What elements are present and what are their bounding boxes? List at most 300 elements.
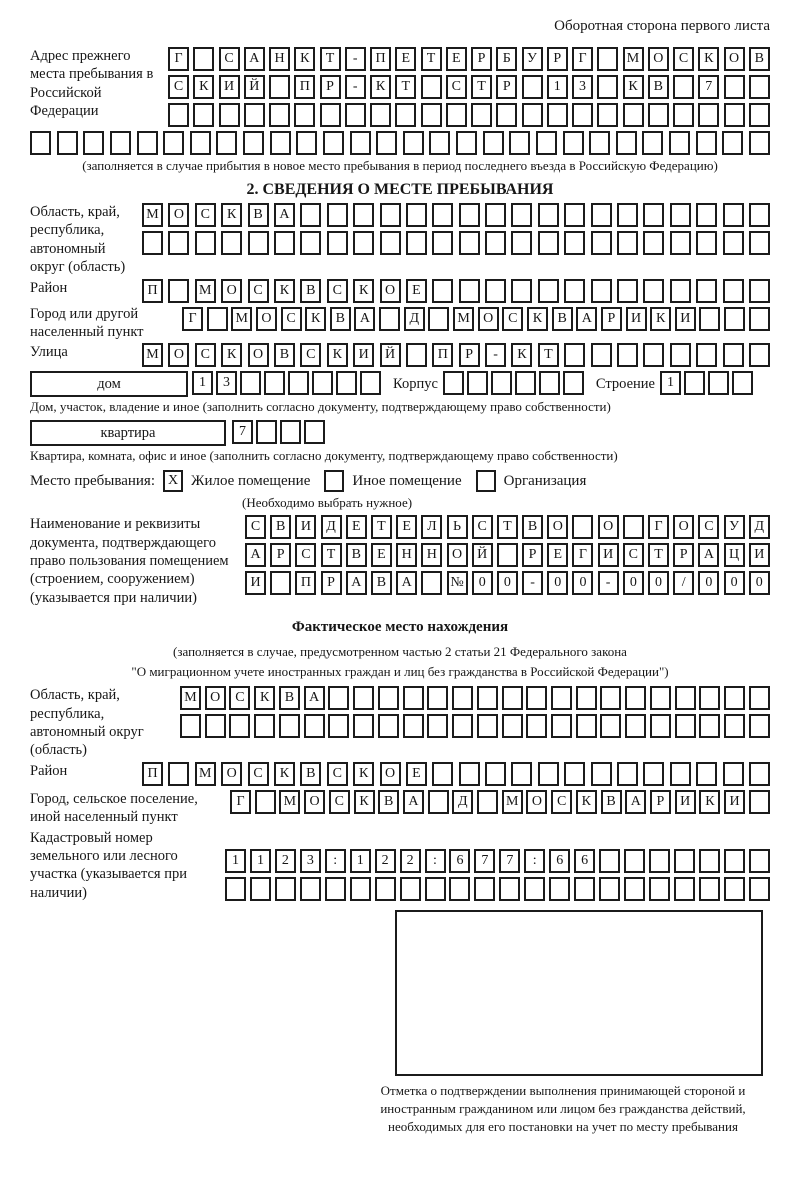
char-box[interactable]: 0: [472, 571, 493, 595]
char-box[interactable]: [538, 762, 559, 786]
char-box[interactable]: М: [195, 279, 216, 303]
char-box[interactable]: [684, 371, 705, 395]
char-box[interactable]: С: [295, 543, 316, 567]
char-box[interactable]: [400, 877, 421, 901]
char-box[interactable]: У: [724, 515, 745, 539]
char-box[interactable]: [244, 103, 265, 127]
char-box[interactable]: [432, 203, 453, 227]
char-box[interactable]: В: [346, 543, 367, 567]
char-box[interactable]: Н: [396, 543, 417, 567]
char-box[interactable]: И: [724, 790, 745, 814]
char-box[interactable]: А: [576, 307, 597, 331]
char-box[interactable]: [551, 714, 572, 738]
char-box[interactable]: С: [329, 790, 350, 814]
char-box[interactable]: [696, 203, 717, 227]
char-box[interactable]: А: [274, 203, 295, 227]
char-box[interactable]: [749, 103, 770, 127]
char-box[interactable]: [576, 714, 597, 738]
char-box[interactable]: О: [380, 762, 401, 786]
char-box[interactable]: О: [648, 47, 669, 71]
char-box[interactable]: [722, 131, 743, 155]
char-box[interactable]: [624, 849, 645, 873]
char-box[interactable]: С: [248, 279, 269, 303]
char-box[interactable]: И: [749, 543, 770, 567]
char-box[interactable]: [539, 371, 560, 395]
char-box[interactable]: Т: [321, 543, 342, 567]
char-box[interactable]: [312, 371, 333, 395]
char-box[interactable]: О: [248, 343, 269, 367]
char-box[interactable]: 7: [232, 420, 253, 444]
char-box[interactable]: Р: [270, 543, 291, 567]
char-box[interactable]: Р: [471, 47, 492, 71]
char-box[interactable]: :: [425, 849, 446, 873]
char-box[interactable]: [696, 343, 717, 367]
char-box[interactable]: 3: [300, 849, 321, 873]
char-box[interactable]: Р: [321, 571, 342, 595]
char-box[interactable]: [511, 231, 532, 255]
char-box[interactable]: 6: [449, 849, 470, 873]
char-box[interactable]: О: [447, 543, 468, 567]
char-box[interactable]: [564, 203, 585, 227]
char-box[interactable]: Т: [320, 47, 341, 71]
char-box[interactable]: [572, 103, 593, 127]
char-box[interactable]: [673, 103, 694, 127]
char-box[interactable]: 3: [216, 371, 237, 395]
char-box[interactable]: [459, 279, 480, 303]
char-box[interactable]: Е: [346, 515, 367, 539]
char-box[interactable]: И: [295, 515, 316, 539]
char-box[interactable]: О: [547, 515, 568, 539]
char-box[interactable]: [749, 131, 770, 155]
char-box[interactable]: [83, 131, 104, 155]
char-box[interactable]: [674, 877, 695, 901]
char-box[interactable]: [600, 686, 621, 710]
char-box[interactable]: [195, 231, 216, 255]
char-box[interactable]: [749, 231, 770, 255]
char-box[interactable]: [643, 231, 664, 255]
char-box[interactable]: [168, 279, 189, 303]
char-box[interactable]: [564, 279, 585, 303]
char-box[interactable]: [749, 762, 770, 786]
char-box[interactable]: Н: [421, 543, 442, 567]
char-box[interactable]: [526, 686, 547, 710]
char-box[interactable]: [723, 279, 744, 303]
char-box[interactable]: О: [598, 515, 619, 539]
char-box[interactable]: Р: [650, 790, 671, 814]
char-box[interactable]: 0: [724, 571, 745, 595]
char-box[interactable]: [670, 279, 691, 303]
char-box[interactable]: В: [330, 307, 351, 331]
char-box[interactable]: К: [527, 307, 548, 331]
char-box[interactable]: [599, 849, 620, 873]
char-box[interactable]: Г: [182, 307, 203, 331]
char-box[interactable]: К: [305, 307, 326, 331]
char-box[interactable]: Й: [244, 75, 265, 99]
char-box[interactable]: [696, 231, 717, 255]
char-box[interactable]: 1: [225, 849, 246, 873]
char-box[interactable]: [670, 203, 691, 227]
char-box[interactable]: [724, 877, 745, 901]
char-box[interactable]: -: [522, 571, 543, 595]
char-box[interactable]: Т: [648, 543, 669, 567]
char-box[interactable]: [724, 307, 745, 331]
char-box[interactable]: [443, 371, 464, 395]
char-box[interactable]: К: [221, 343, 242, 367]
char-box[interactable]: [142, 231, 163, 255]
char-box[interactable]: В: [279, 686, 300, 710]
char-box[interactable]: Й: [380, 343, 401, 367]
char-box[interactable]: [375, 877, 396, 901]
char-box[interactable]: [696, 279, 717, 303]
char-box[interactable]: [524, 877, 545, 901]
char-box[interactable]: [380, 231, 401, 255]
char-box[interactable]: В: [274, 343, 295, 367]
char-box[interactable]: [549, 877, 570, 901]
char-box[interactable]: [485, 203, 506, 227]
char-box[interactable]: [254, 714, 275, 738]
char-box[interactable]: [502, 714, 523, 738]
char-box[interactable]: [459, 762, 480, 786]
char-box[interactable]: О: [221, 279, 242, 303]
char-box[interactable]: [205, 714, 226, 738]
char-box[interactable]: [749, 790, 770, 814]
checkbox-other-premises[interactable]: [324, 470, 344, 492]
char-box[interactable]: [724, 714, 745, 738]
char-box[interactable]: Е: [395, 47, 416, 71]
char-box[interactable]: [459, 231, 480, 255]
char-box[interactable]: 0: [572, 571, 593, 595]
char-box[interactable]: 1: [250, 849, 271, 873]
char-box[interactable]: [551, 686, 572, 710]
char-box[interactable]: [617, 203, 638, 227]
char-box[interactable]: А: [244, 47, 265, 71]
char-box[interactable]: [485, 231, 506, 255]
char-box[interactable]: [327, 203, 348, 227]
char-box[interactable]: [229, 714, 250, 738]
char-box[interactable]: [221, 231, 242, 255]
char-box[interactable]: [406, 231, 427, 255]
char-box[interactable]: [421, 103, 442, 127]
char-box[interactable]: 0: [497, 571, 518, 595]
char-box[interactable]: [269, 75, 290, 99]
char-box[interactable]: 1: [547, 75, 568, 99]
char-box[interactable]: [168, 231, 189, 255]
char-box[interactable]: М: [195, 762, 216, 786]
char-box[interactable]: К: [370, 75, 391, 99]
checkbox-organization[interactable]: [476, 470, 496, 492]
char-box[interactable]: [452, 714, 473, 738]
char-box[interactable]: [378, 714, 399, 738]
char-box[interactable]: [616, 131, 637, 155]
char-box[interactable]: [485, 279, 506, 303]
char-box[interactable]: [675, 686, 696, 710]
char-box[interactable]: К: [650, 307, 671, 331]
char-box[interactable]: [515, 371, 536, 395]
char-box[interactable]: -: [598, 571, 619, 595]
char-box[interactable]: [597, 75, 618, 99]
char-box[interactable]: [456, 131, 477, 155]
char-box[interactable]: В: [601, 790, 622, 814]
char-box[interactable]: [724, 849, 745, 873]
char-box[interactable]: С: [195, 203, 216, 227]
char-box[interactable]: [591, 343, 612, 367]
char-box[interactable]: [193, 103, 214, 127]
char-box[interactable]: [499, 877, 520, 901]
char-box[interactable]: [425, 877, 446, 901]
char-box[interactable]: [370, 103, 391, 127]
char-box[interactable]: [477, 714, 498, 738]
char-box[interactable]: [300, 231, 321, 255]
char-box[interactable]: 7: [698, 75, 719, 99]
char-box[interactable]: [597, 47, 618, 71]
char-box[interactable]: [353, 203, 374, 227]
char-box[interactable]: Г: [230, 790, 251, 814]
char-box[interactable]: [491, 371, 512, 395]
char-box[interactable]: [406, 343, 427, 367]
char-box[interactable]: 2: [275, 849, 296, 873]
char-box[interactable]: О: [221, 762, 242, 786]
char-box[interactable]: Р: [547, 47, 568, 71]
char-box[interactable]: П: [432, 343, 453, 367]
char-box[interactable]: [624, 877, 645, 901]
char-box[interactable]: [591, 231, 612, 255]
char-box[interactable]: Н: [269, 47, 290, 71]
char-box[interactable]: [304, 420, 325, 444]
char-box[interactable]: [670, 231, 691, 255]
char-box[interactable]: [432, 279, 453, 303]
char-box[interactable]: [696, 762, 717, 786]
char-box[interactable]: С: [698, 515, 719, 539]
char-box[interactable]: А: [354, 307, 375, 331]
char-box[interactable]: [432, 231, 453, 255]
char-box[interactable]: [280, 420, 301, 444]
char-box[interactable]: П: [294, 75, 315, 99]
char-box[interactable]: К: [623, 75, 644, 99]
char-box[interactable]: [724, 75, 745, 99]
char-box[interactable]: [110, 131, 131, 155]
char-box[interactable]: А: [403, 790, 424, 814]
char-box[interactable]: [749, 343, 770, 367]
char-box[interactable]: С: [219, 47, 240, 71]
char-box[interactable]: 6: [549, 849, 570, 873]
char-box[interactable]: №: [447, 571, 468, 595]
char-box[interactable]: О: [256, 307, 277, 331]
char-box[interactable]: И: [675, 307, 696, 331]
char-box[interactable]: [749, 307, 770, 331]
char-box[interactable]: П: [142, 279, 163, 303]
char-box[interactable]: [403, 131, 424, 155]
char-box[interactable]: [467, 371, 488, 395]
checkbox-residential[interactable]: X: [163, 470, 183, 492]
char-box[interactable]: [477, 686, 498, 710]
char-box[interactable]: [732, 371, 753, 395]
char-box[interactable]: Ь: [447, 515, 468, 539]
char-box[interactable]: Р: [601, 307, 622, 331]
char-box[interactable]: О: [478, 307, 499, 331]
char-box[interactable]: С: [168, 75, 189, 99]
char-box[interactable]: [625, 686, 646, 710]
char-box[interactable]: [511, 279, 532, 303]
char-box[interactable]: [538, 231, 559, 255]
char-box[interactable]: Т: [371, 515, 392, 539]
char-box[interactable]: 6: [574, 849, 595, 873]
char-box[interactable]: М: [142, 203, 163, 227]
char-box[interactable]: К: [294, 47, 315, 71]
char-box[interactable]: К: [699, 790, 720, 814]
char-box[interactable]: М: [279, 790, 300, 814]
char-box[interactable]: Е: [406, 279, 427, 303]
char-box[interactable]: [193, 47, 214, 71]
char-box[interactable]: [547, 103, 568, 127]
char-box[interactable]: К: [511, 343, 532, 367]
char-box[interactable]: [256, 420, 277, 444]
char-box[interactable]: [699, 307, 720, 331]
char-box[interactable]: О: [205, 686, 226, 710]
char-box[interactable]: [395, 103, 416, 127]
char-box[interactable]: [522, 103, 543, 127]
char-box[interactable]: [617, 279, 638, 303]
char-box[interactable]: [623, 515, 644, 539]
char-box[interactable]: С: [281, 307, 302, 331]
char-box[interactable]: [477, 790, 498, 814]
char-box[interactable]: [471, 103, 492, 127]
char-box[interactable]: К: [221, 203, 242, 227]
char-box[interactable]: М: [623, 47, 644, 71]
char-box[interactable]: М: [231, 307, 252, 331]
char-box[interactable]: С: [446, 75, 467, 99]
char-box[interactable]: И: [353, 343, 374, 367]
char-box[interactable]: [509, 131, 530, 155]
char-box[interactable]: [591, 279, 612, 303]
char-box[interactable]: 0: [547, 571, 568, 595]
char-box[interactable]: [250, 877, 271, 901]
char-box[interactable]: [328, 714, 349, 738]
char-box[interactable]: М: [502, 790, 523, 814]
char-box[interactable]: В: [371, 571, 392, 595]
char-box[interactable]: С: [195, 343, 216, 367]
char-box[interactable]: [723, 231, 744, 255]
char-box[interactable]: [207, 307, 228, 331]
char-box[interactable]: [421, 75, 442, 99]
char-box[interactable]: [625, 714, 646, 738]
char-box[interactable]: [304, 714, 325, 738]
char-box[interactable]: [643, 343, 664, 367]
char-box[interactable]: [650, 714, 671, 738]
char-box[interactable]: [669, 131, 690, 155]
char-box[interactable]: [589, 131, 610, 155]
char-box[interactable]: [403, 714, 424, 738]
char-box[interactable]: [699, 714, 720, 738]
char-box[interactable]: А: [396, 571, 417, 595]
char-box[interactable]: С: [472, 515, 493, 539]
char-box[interactable]: К: [193, 75, 214, 99]
char-box[interactable]: [360, 371, 381, 395]
char-box[interactable]: В: [749, 47, 770, 71]
char-box[interactable]: [427, 686, 448, 710]
char-box[interactable]: И: [598, 543, 619, 567]
char-box[interactable]: [323, 131, 344, 155]
char-box[interactable]: [403, 686, 424, 710]
char-box[interactable]: [749, 877, 770, 901]
char-box[interactable]: В: [300, 279, 321, 303]
char-box[interactable]: [749, 75, 770, 99]
char-box[interactable]: [446, 103, 467, 127]
char-box[interactable]: [427, 714, 448, 738]
char-box[interactable]: К: [353, 279, 374, 303]
char-box[interactable]: [57, 131, 78, 155]
char-box[interactable]: Д: [452, 790, 473, 814]
char-box[interactable]: В: [300, 762, 321, 786]
char-box[interactable]: [698, 103, 719, 127]
char-box[interactable]: [564, 343, 585, 367]
char-box[interactable]: [180, 714, 201, 738]
char-box[interactable]: [670, 343, 691, 367]
char-box[interactable]: Р: [459, 343, 480, 367]
char-box[interactable]: 2: [375, 849, 396, 873]
char-box[interactable]: Г: [572, 543, 593, 567]
char-box[interactable]: [380, 203, 401, 227]
char-box[interactable]: [497, 543, 518, 567]
char-box[interactable]: [649, 849, 670, 873]
char-box[interactable]: [576, 686, 597, 710]
char-box[interactable]: [328, 686, 349, 710]
char-box[interactable]: [617, 231, 638, 255]
char-box[interactable]: [724, 103, 745, 127]
char-box[interactable]: [502, 686, 523, 710]
char-box[interactable]: Е: [371, 543, 392, 567]
char-box[interactable]: [243, 131, 264, 155]
char-box[interactable]: [288, 371, 309, 395]
char-box[interactable]: 0: [623, 571, 644, 595]
char-box[interactable]: О: [304, 790, 325, 814]
char-box[interactable]: [432, 762, 453, 786]
char-box[interactable]: О: [673, 515, 694, 539]
char-box[interactable]: У: [522, 47, 543, 71]
char-box[interactable]: 2: [400, 849, 421, 873]
char-box[interactable]: Е: [547, 543, 568, 567]
char-box[interactable]: [574, 877, 595, 901]
char-box[interactable]: [675, 714, 696, 738]
char-box[interactable]: [511, 762, 532, 786]
char-box[interactable]: [294, 103, 315, 127]
char-box[interactable]: [564, 231, 585, 255]
char-box[interactable]: [325, 877, 346, 901]
char-box[interactable]: [699, 877, 720, 901]
char-box[interactable]: Г: [648, 515, 669, 539]
char-box[interactable]: К: [274, 762, 295, 786]
char-box[interactable]: Р: [522, 543, 543, 567]
char-box[interactable]: /: [673, 571, 694, 595]
char-box[interactable]: Е: [406, 762, 427, 786]
char-box[interactable]: Ц: [724, 543, 745, 567]
char-box[interactable]: К: [698, 47, 719, 71]
char-box[interactable]: [591, 762, 612, 786]
char-box[interactable]: [536, 131, 557, 155]
char-box[interactable]: [270, 131, 291, 155]
char-box[interactable]: [190, 131, 211, 155]
char-box[interactable]: [421, 571, 442, 595]
char-box[interactable]: Т: [497, 515, 518, 539]
char-box[interactable]: [353, 686, 374, 710]
char-box[interactable]: [591, 203, 612, 227]
char-box[interactable]: С: [248, 762, 269, 786]
char-box[interactable]: [269, 103, 290, 127]
char-box[interactable]: Р: [320, 75, 341, 99]
char-box[interactable]: [30, 131, 51, 155]
char-box[interactable]: [353, 714, 374, 738]
char-box[interactable]: В: [270, 515, 291, 539]
char-box[interactable]: [749, 714, 770, 738]
